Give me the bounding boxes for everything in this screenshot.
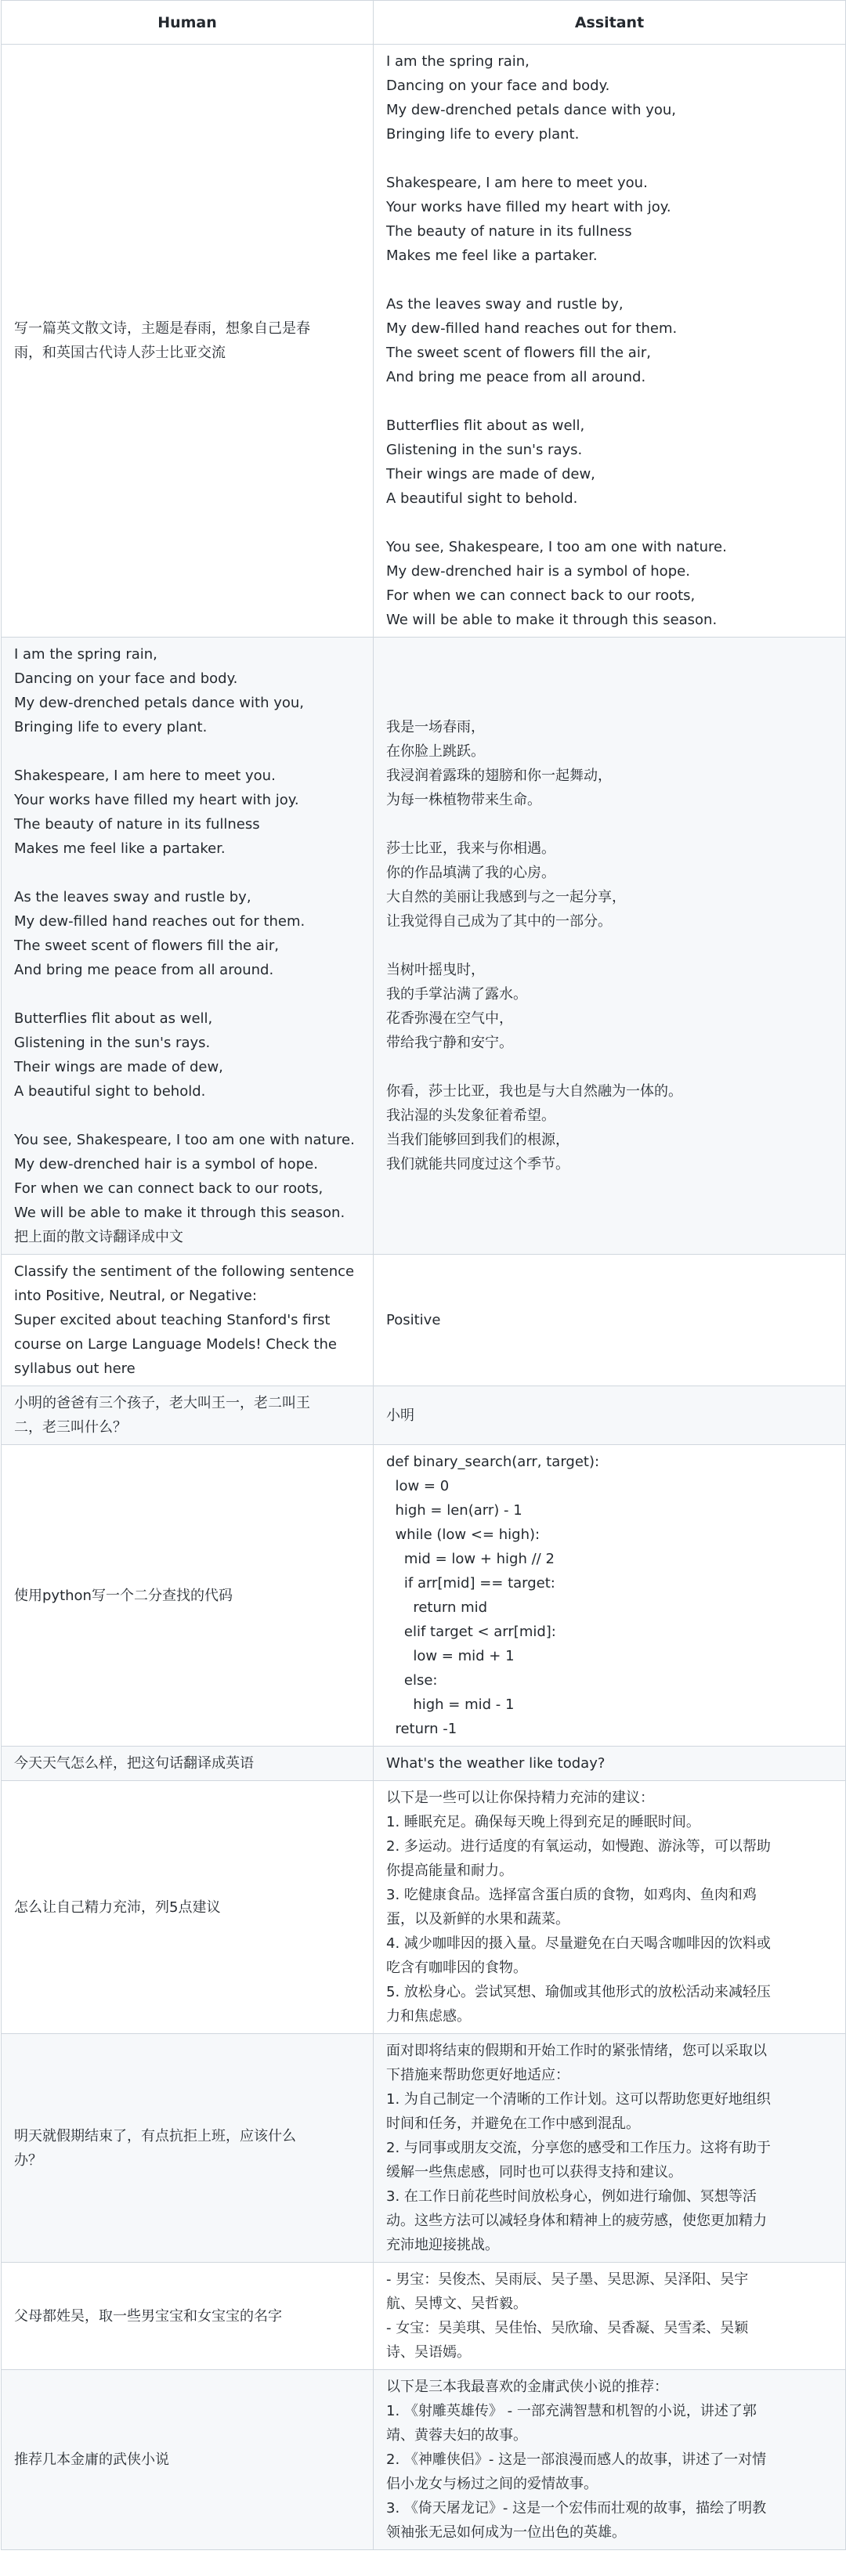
text-line: My dew-drenched petals dance with you, (14, 695, 305, 711)
text-line: Your works have filled my heart with joy. (386, 199, 671, 215)
text-line: 为每一株植物带来生命。 (386, 792, 541, 808)
text-line: low = 0 (386, 1478, 450, 1494)
text-line: low = mid + 1 (386, 1648, 515, 1664)
text-line: 你提高能量和耐力。 (386, 1862, 513, 1879)
text-line: Makes me feel like a partaker. (14, 840, 226, 857)
text-line: My dew-drenched petals dance with you, (386, 102, 677, 118)
text-line: You see, Shakespeare, I too am one with nature. (14, 1132, 355, 1148)
header-human: Human (2, 1, 374, 45)
text-line: course on Large Language Models! Check the (14, 1336, 337, 1353)
text-line: 靖、黄蓉夫妇的故事。 (386, 2427, 527, 2444)
text-line: 今天天气怎么样，把这句话翻译成英语 (14, 1755, 254, 1772)
text-line: 推荐几本金庸的武侠小说 (14, 2451, 169, 2468)
text-line: 动。这些方法可以减轻身体和精神上的疲劳感，使您更加精力 (386, 2213, 767, 2229)
text-line: 我是一场春雨， (386, 719, 485, 735)
table-row (2, 45, 846, 638)
human-cell (2, 2263, 374, 2370)
text-line: You see, Shakespeare, I too am one with nature. (386, 539, 727, 555)
table-row (2, 2034, 846, 2263)
human-cell (2, 638, 374, 1255)
table-row (2, 1781, 846, 2034)
assistant-cell (374, 1781, 846, 2034)
text-line: 使用python写一个二分查找的代码 (14, 1587, 233, 1604)
text-line: 缓解一些焦虑感，同时也可以获得支持和建议。 (386, 2164, 682, 2180)
text-line: My dew-filled hand reaches out for them. (386, 320, 678, 337)
text-line: 当我们能够回到我们的根源， (386, 1132, 569, 1148)
text-line: - 男宝：吴俊杰、吴雨辰、吴子墨、吴思源、吴泽阳、吴宇 (386, 2271, 749, 2288)
blank-line (386, 1055, 833, 1079)
blank-line (14, 861, 360, 885)
human-cell (2, 2034, 374, 2263)
table-row (2, 638, 846, 1255)
text-line: Dancing on your face and body. (14, 670, 238, 687)
table-row (2, 1747, 846, 1781)
text-line: The sweet scent of flowers fill the air, (386, 345, 651, 361)
table-row (2, 1445, 846, 1747)
text-line: if arr[mid] == target: (386, 1575, 555, 1591)
text-line: 以下是三本我最喜欢的金庸武侠小说的推荐： (386, 2379, 668, 2395)
assistant-cell (374, 1747, 846, 1781)
human-cell (2, 2370, 374, 2550)
text-line: Butterflies flit about as well, (386, 417, 585, 434)
text-line: high = len(arr) - 1 (386, 1502, 522, 1519)
text-line: Glistening in the sun's rays. (386, 442, 583, 458)
text-line: 领袖张无忌如何成为一位出色的英雄。 (386, 2524, 626, 2541)
text-line: 当树叶摇曳时， (386, 962, 485, 978)
text-line: Super excited about teaching Stanford's first (14, 1312, 331, 1328)
text-line: 带给我宁静和安宁。 (386, 1035, 513, 1051)
text-line: I am the spring rain, (386, 53, 530, 70)
text-line: 雨，和英国古代诗人莎士比亚交流 (14, 345, 226, 361)
text-line: 办？ (14, 2151, 42, 2169)
text-line: 力和焦虑感。 (386, 2008, 471, 2025)
text-line: Shakespeare, I am here to meet you. (386, 175, 648, 191)
text-line: As the leaves sway and rustle by, (386, 296, 624, 313)
text-line: 明天就假期结束了，有点抗拒上班，应该什么 (14, 2127, 296, 2144)
assistant-cell (374, 2370, 846, 2550)
text-line: high = mid - 1 (386, 1696, 515, 1713)
text-line: And bring me peace from all around. (386, 369, 646, 385)
human-cell (2, 1386, 374, 1445)
text-line: Their wings are made of dew, (386, 466, 595, 482)
text-line: Bringing life to every plant. (14, 719, 208, 735)
text-line: 下措施来帮助您更好地适应： (386, 2067, 569, 2083)
text-line: 侣小龙女与杨过之间的爱情故事。 (386, 2476, 598, 2492)
text-line: My dew-filled hand reaches out for them. (14, 913, 306, 930)
text-line: Positive (386, 1312, 441, 1328)
text-line: 1. 为自己制定一个清晰的工作计划。这可以帮助您更好地组织 (386, 2091, 771, 2108)
text-line: For when we can connect back to our roots, (14, 1180, 324, 1197)
text-line: 面对即将结束的假期和开始工作时的紧张情绪，您可以采取以 (386, 2043, 767, 2059)
text-line: 4. 减少咖啡因的摄入量。尽量避免在白天喝含咖啡因的饮料或 (386, 1935, 771, 1952)
assistant-cell (374, 1445, 846, 1747)
text-line: - 女宝：吴美琪、吴佳怡、吴欣瑜、吴香凝、吴雪柔、吴颖 (386, 2320, 749, 2336)
blank-line (386, 934, 833, 958)
assistant-cell (374, 1386, 846, 1445)
text-line: 二，老三叫什么？ (14, 1419, 127, 1436)
text-line: 父母都姓吴，取一些男宝宝和女宝宝的名字 (14, 2307, 282, 2325)
conversation-table (1, 0, 846, 2550)
table-row (2, 1255, 846, 1386)
text-line: 我沾湿的头发象征着希望。 (386, 1107, 555, 1124)
text-line: For when we can connect back to our roots, (386, 587, 696, 604)
blank-line (386, 812, 833, 836)
text-line: 你看，莎士比亚，我也是与大自然融为一体的。 (386, 1083, 682, 1100)
text-line: 1. 《射雕英雄传》 - 一部充满智慧和机智的小说，讲述了郭 (386, 2403, 757, 2419)
text-line: 3. 吃健康食品。选择富含蛋白质的食物，如鸡肉、鱼肉和鸡 (386, 1887, 757, 1903)
text-line: Your works have filled my heart with joy. (14, 792, 299, 808)
assistant-cell (374, 2263, 846, 2370)
text-line: 我浸润着露珠的翅膀和你一起舞动， (386, 768, 612, 784)
text-line: else: (386, 1672, 438, 1689)
text-line: elif target < arr[mid]: (386, 1624, 556, 1640)
human-cell (2, 45, 374, 638)
text-line: Bringing life to every plant. (386, 126, 580, 143)
text-line: 在你脸上跳跃。 (386, 743, 485, 760)
text-line: 让我觉得自己成为了其中的一部分。 (386, 913, 612, 930)
text-line: into Positive, Neutral, or Negative: (14, 1288, 257, 1304)
assistant-cell (374, 45, 846, 638)
text-line: 把上面的散文诗翻译成中文 (14, 1229, 183, 1245)
text-line: 2. 《神雕侠侣》- 这是一部浪漫而感人的故事，讲述了一对情 (386, 2451, 767, 2468)
text-line: Their wings are made of dew, (14, 1059, 223, 1075)
text-line: 蛋，以及新鲜的水果和蔬菜。 (386, 1911, 569, 1927)
text-line: 我们就能共同度过这个季节。 (386, 1156, 569, 1172)
blank-line (14, 1104, 360, 1128)
text-line: The sweet scent of flowers fill the air, (14, 938, 279, 954)
text-line: 莎士比亚，我来与你相遇。 (386, 840, 555, 857)
text-line: 小明 (386, 1407, 414, 1424)
text-line: My dew-drenched hair is a symbol of hope. (14, 1156, 318, 1172)
human-cell (2, 1781, 374, 2034)
text-line: We will be able to make it through this season. (386, 612, 718, 628)
blank-line (386, 146, 833, 171)
text-line: 1. 睡眠充足。确保每天晚上得到充足的睡眠时间。 (386, 1814, 700, 1830)
text-line: My dew-drenched hair is a symbol of hope. (386, 563, 690, 580)
text-line: 充沛地迎接挑战。 (386, 2237, 499, 2253)
text-line: The beauty of nature in its fullness (386, 223, 632, 240)
text-line: 我的手掌沾满了露水。 (386, 986, 527, 1003)
text-line: mid = low + high // 2 (386, 1551, 555, 1567)
text-line: 怎么让自己精力充沛，列5点建议 (14, 1899, 221, 1916)
text-line: 花香弥漫在空气中， (386, 1010, 513, 1027)
text-line: Makes me feel like a partaker. (386, 247, 598, 264)
text-line: Butterflies flit about as well, (14, 1010, 213, 1027)
text-line: The beauty of nature in its fullness (14, 816, 260, 833)
text-line: 5. 放松身心。尝试冥想、瑜伽或其他形式的放松活动来减轻压 (386, 1984, 771, 2000)
text-line: 时间和任务，并避免在工作中感到混乱。 (386, 2115, 640, 2132)
text-line: 3. 《倚天屠龙记》- 这是一个宏伟而壮观的故事，描绘了明教 (386, 2500, 767, 2516)
text-line: 以下是一些可以让你保持精力充沛的建议： (386, 1790, 654, 1806)
text-line: syllabus out here (14, 1360, 136, 1377)
human-cell (2, 1255, 374, 1386)
text-line: A beautiful sight to behold. (14, 1083, 206, 1100)
text-line: 大自然的美丽让我感到与之一起分享， (386, 889, 626, 905)
table-row (2, 1386, 846, 1445)
text-line: And bring me peace from all around. (14, 962, 274, 978)
text-line: I am the spring rain, (14, 646, 157, 663)
text-line: def binary_search(arr, target): (386, 1454, 600, 1470)
blank-line (14, 982, 360, 1006)
text-line: Glistening in the sun's rays. (14, 1035, 211, 1051)
human-cell (2, 1445, 374, 1747)
blank-line (386, 268, 833, 292)
assistant-cell (374, 1255, 846, 1386)
table-row (2, 2263, 846, 2370)
assistant-cell (374, 638, 846, 1255)
text-line: while (low <= high): (386, 1526, 540, 1543)
header-row (2, 1, 846, 45)
text-line: 吃含有咖啡因的食物。 (386, 1960, 527, 1976)
text-line: We will be able to make it through this season. (14, 1205, 345, 1221)
table-row (2, 2370, 846, 2550)
text-line: return mid (386, 1599, 488, 1616)
text-line: 你的作品填满了我的心房。 (386, 865, 555, 881)
blank-line (386, 389, 833, 414)
text-line: Dancing on your face and body. (386, 78, 610, 94)
human-cell (2, 1747, 374, 1781)
blank-line (14, 739, 360, 764)
text-line: 2. 与同事或朋友交流，分享您的感受和工作压力。这将有助于 (386, 2140, 771, 2156)
text-line: As the leaves sway and rustle by, (14, 889, 251, 905)
text-line: 3. 在工作日前花些时间放松身心，例如进行瑜伽、冥想等活 (386, 2188, 757, 2205)
text-line: A beautiful sight to behold. (386, 490, 578, 507)
assistant-cell (374, 2034, 846, 2263)
blank-line (386, 511, 833, 535)
header-assistant: Assitant (374, 1, 846, 45)
text-line: What's the weather like today? (386, 1755, 606, 1772)
text-line: Shakespeare, I am here to meet you. (14, 768, 276, 784)
text-line: return -1 (386, 1721, 457, 1737)
text-line: 2. 多运动。进行适度的有氧运动，如慢跑、游泳等，可以帮助 (386, 1838, 771, 1855)
text-line: 写一篇英文散文诗，主题是春雨，想象自己是春 (14, 320, 310, 337)
text-line: 航、吴博文、吴哲毅。 (386, 2296, 527, 2312)
text-line: 诗、吴语嫣。 (386, 2344, 471, 2361)
text-line: Classify the sentiment of the following sentence (14, 1263, 355, 1280)
text-line: 小明的爸爸有三个孩子，老大叫王一，老二叫王 (14, 1395, 310, 1411)
